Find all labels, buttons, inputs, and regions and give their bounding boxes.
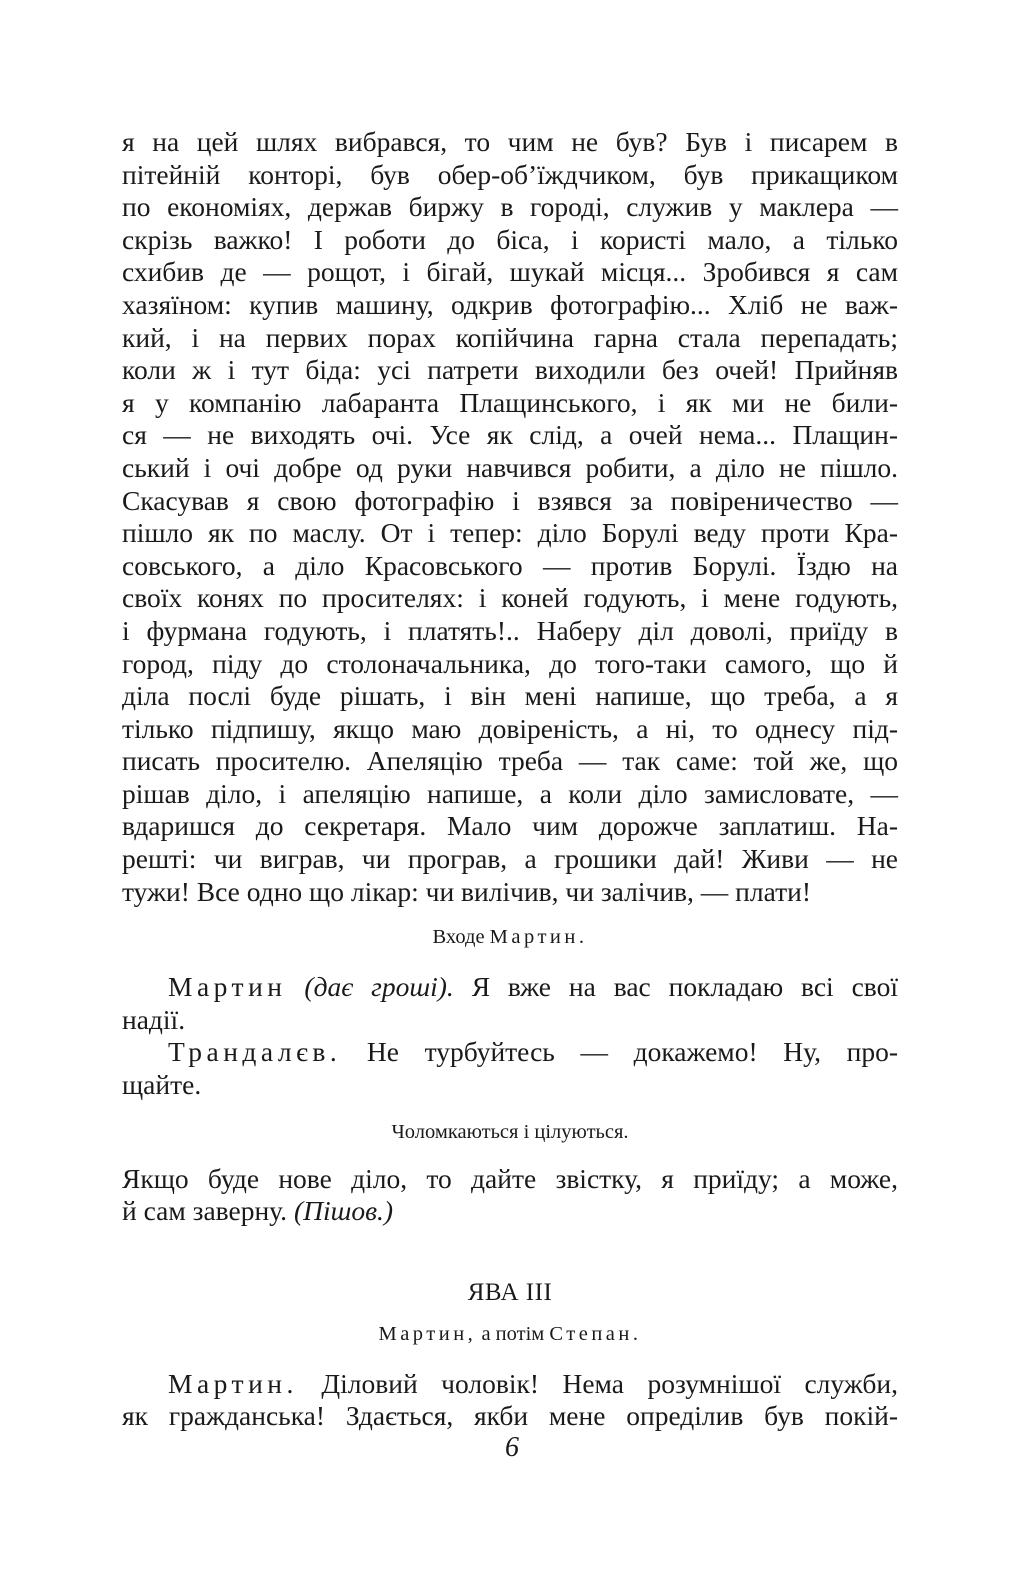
stage-remark: (Пішов.): [293, 1195, 394, 1227]
text-line: коли ж і тут біда: усі патрети виходили без очей! Прийняв: [122, 354, 898, 386]
stage-direction-enter: [122, 923, 898, 951]
speech-text: Діловий чоловік! Нема розумнішої служби,: [321, 1367, 898, 1399]
martyn-final-speech: [122, 1368, 898, 1433]
text-line: хазяїном: купив машину, одкрив фотографію... Хліб не важ-: [122, 288, 898, 320]
text-line: діла послі буде рішать, і він мені напише, що треба, а я: [122, 680, 898, 712]
text-line: схибив де — рощот, і бігай, шукай місця... Зробився я сам: [122, 256, 898, 288]
speech-text: Не турбуйтесь — докажемо! Ну, про-: [366, 1036, 898, 1068]
text-line: Скасував я свою фотографію і взявся за повіреничество —: [122, 484, 898, 516]
cast-character: Мартин,: [378, 1322, 477, 1345]
text-line: [122, 1195, 898, 1228]
text-line: совського, а діло Красовського — против Борулі. Їздю на: [122, 549, 898, 581]
martyn-speech: [122, 971, 898, 1036]
stage-remark: (дає гроші).: [304, 971, 454, 1003]
text-line: решті: чи виграв, чи програв, а грошики дай! Живи — не: [122, 843, 898, 875]
text-line: [122, 971, 898, 1004]
text-line: тілько підпишу, якщо маю довіреність, а ні, то однесу під-: [122, 712, 898, 744]
text-line: я у компанію лабаранта Плащинського, і як ми не били-: [122, 386, 898, 418]
text-line: пішло як по маслу. От і тепер: діло Борулі веду проти Кра-: [122, 517, 898, 549]
trandaliev-speech: [122, 1036, 898, 1101]
closing-speech: [122, 1163, 898, 1228]
scene-cast: [122, 1320, 898, 1348]
stage-direction-kiss: Чоломкаються і цілуються.: [391, 1120, 629, 1143]
cast-character: Степан.: [549, 1322, 642, 1345]
page-number: 6: [505, 1432, 519, 1463]
text-line: вдаришся до секретаря. Мало чим дорожче заплатиш. На-: [122, 810, 898, 842]
speaker-name: Мартин: [168, 971, 287, 1003]
page-text-block: [122, 126, 898, 1433]
text-line: щайте.: [122, 1069, 202, 1101]
text-line: [122, 1368, 898, 1401]
text-line: Якщо буде нове діло, то дайте звістку, я приїду; а може,: [122, 1162, 898, 1194]
text-line: тужи! Все одно що лікар: чи вилічив, чи залічив, — плати!: [122, 875, 811, 907]
scene-title: ЯВА III: [467, 1278, 553, 1306]
text-line: і фурмана годують, і платять!.. Наберу діл доволі, приїду в: [122, 614, 898, 646]
stage-verb: Входе: [432, 926, 485, 949]
cast-connector: а потім: [481, 1322, 545, 1345]
text-line: кий, і на первих порах копійчина гарна стала перепадать;: [122, 321, 898, 353]
speech-text: й сам заверну.: [122, 1195, 288, 1227]
text-line: рішав діло, і апеляцію напише, а коли діло замисловате, —: [122, 777, 898, 809]
text-line: по економіях, держав биржу в городі, служив у маклера —: [122, 191, 898, 223]
text-line: скрізь важко! І роботи до біса, і користі мало, а тілько: [122, 223, 898, 255]
text-line: ський і очі добре од руки навчився робити, а діло не пішло.: [122, 451, 898, 483]
speaker-name: Трандалєв.: [168, 1036, 342, 1068]
text-line: своїх конях по просителях: і коней годують, і мене годують,: [122, 582, 898, 614]
text-line: город, піду до столоначальника, до того-таки самого, що й: [122, 647, 898, 679]
speaker-name: Мартин.: [168, 1367, 298, 1399]
text-line: пітейній конторі, був обер-об’їждчиком, був прикащиком: [122, 158, 898, 190]
monologue: [122, 126, 898, 908]
text-line: як гражданська! Здається, якби мене опреділив був покій-: [122, 1400, 898, 1432]
speech-text: Я вже на вас покладаю всі свої: [471, 971, 898, 1003]
text-line: [122, 1036, 898, 1069]
text-line: ся — не виходять очі. Усе як слід, а очей нема... Плащин-: [122, 419, 898, 451]
text-line: я на цей шлях вибрався, то чим не був? Був і писарем в: [122, 126, 898, 157]
stage-character: Мартин.: [489, 926, 588, 949]
text-line: писать просителю. Апеляцію треба — так саме: той же, що: [122, 745, 898, 777]
text-line: надії.: [122, 1003, 186, 1035]
